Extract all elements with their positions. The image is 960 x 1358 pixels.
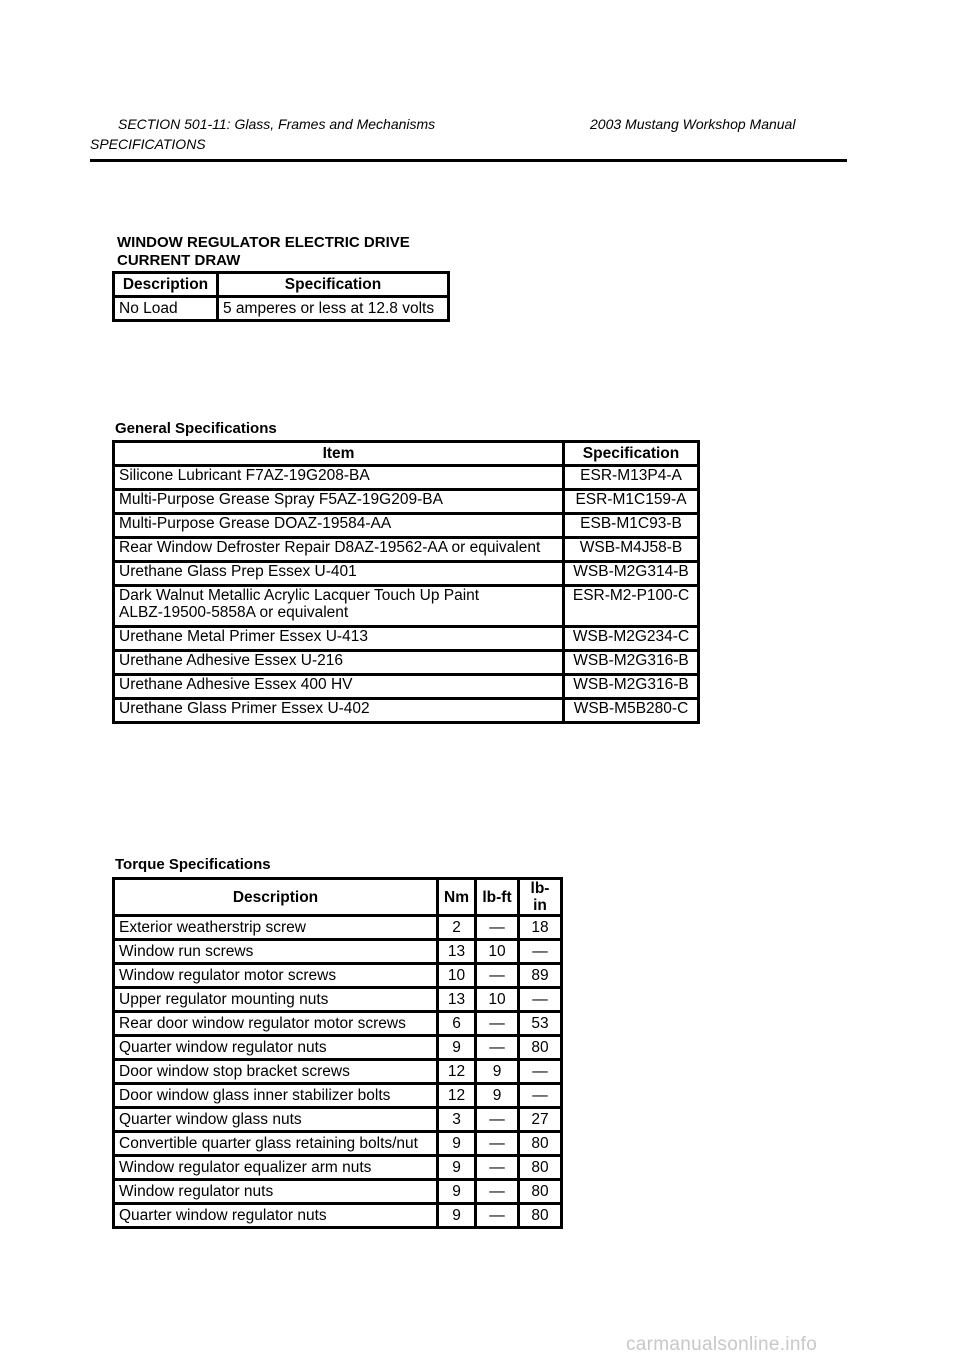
cell-nm: 9 [438,1036,476,1060]
cell-specification: WSB-M4J58-B [564,538,699,562]
cell-item [114,586,564,627]
column-header-lb-in: lb-in [519,879,562,916]
cell-lb-ft: — [476,1204,519,1228]
current-draw-table [112,271,450,322]
cell-item: Urethane Adhesive Essex U-216 [114,651,564,675]
cell-nm: 12 [438,1084,476,1108]
table-row [114,1180,562,1204]
cell-description: Convertible quarter glass retaining bolts/nut [114,1132,438,1156]
general-specifications-title: General Specifications [115,420,277,437]
cell-lb-in: 80 [519,1036,562,1060]
cell-lb-in: 18 [519,916,562,940]
column-header-lb-ft: lb-ft [476,879,519,916]
cell-lb-ft: — [476,1108,519,1132]
column-header-description: Description [114,879,438,916]
cell-specification: WSB-M2G314-B [564,562,699,586]
table-row [114,490,699,514]
current-draw-title [117,234,410,270]
table-row [114,964,562,988]
torque-specifications-title: Torque Specifications [115,856,271,873]
cell-lb-ft: — [476,1036,519,1060]
cell-specification: ESB-M1C93-B [564,514,699,538]
cell-specification: WSB-M2G234-C [564,627,699,651]
cell-description: Quarter window glass nuts [114,1108,438,1132]
cell-nm: 13 [438,988,476,1012]
cell-nm: 2 [438,916,476,940]
cell-lb-in: 27 [519,1108,562,1132]
cell-lb-ft: 10 [476,940,519,964]
cell-lb-in: 53 [519,1012,562,1036]
cell-nm: 10 [438,964,476,988]
table-row [114,514,699,538]
cell-description: Quarter window regulator nuts [114,1036,438,1060]
cell-description: Exterior weatherstrip screw [114,916,438,940]
cell-item-line2: ALBZ-19500-5858A or equivalent [119,604,349,621]
cell-lb-in: 89 [519,964,562,988]
cell-lb-ft: 10 [476,988,519,1012]
cell-lb-ft: — [476,1012,519,1036]
table-header-row [114,273,449,297]
section-header: SECTION 501-11: Glass, Frames and Mechanisms [118,116,436,132]
cell-description: Door window glass inner stabilizer bolts [114,1084,438,1108]
table-row [114,1204,562,1228]
cell-item-line1: Dark Walnut Metallic Acrylic Lacquer Touch Up Paint [119,587,480,604]
table-header-row [114,879,562,916]
cell-nm: 12 [438,1060,476,1084]
column-header-specification: Specification [218,273,449,297]
watermark: carmanualsonline.info [626,1334,818,1355]
cell-description: Door window stop bracket screws [114,1060,438,1084]
cell-specification: WSB-M2G316-B [564,651,699,675]
cell-specification: ESR-M13P4-A [564,466,699,490]
column-header-item: Item [114,442,564,466]
column-header-description: Description [114,273,218,297]
cell-lb-in: 80 [519,1180,562,1204]
table-row [114,586,699,627]
cell-specification: ESR-M2-P100-C [564,586,699,627]
table-row [114,1036,562,1060]
cell-nm: 9 [438,1132,476,1156]
table-row [114,297,449,321]
cell-description: Quarter window regulator nuts [114,1204,438,1228]
cell-specification: WSB-M2G316-B [564,675,699,699]
cell-item: Urethane Adhesive Essex 400 HV [114,675,564,699]
cell-lb-in: — [519,1084,562,1108]
cell-specification: WSB-M5B280-C [564,699,699,723]
cell-item: Rear Window Defroster Repair D8AZ-19562-AA or equivalent [114,538,564,562]
cell-lb-ft: — [476,1156,519,1180]
cell-description: Window run screws [114,940,438,964]
cell-lb-in: 80 [519,1204,562,1228]
table-row [114,1060,562,1084]
cell-lb-ft: — [476,1180,519,1204]
table-row [114,1132,562,1156]
current-draw-title-line1: WINDOW REGULATOR ELECTRIC DRIVE [117,234,410,251]
table-row [114,675,699,699]
cell-description: Window regulator equalizer arm nuts [114,1156,438,1180]
header-divider [90,159,847,162]
table-row [114,1084,562,1108]
cell-nm: 9 [438,1180,476,1204]
cell-nm: 9 [438,1204,476,1228]
current-draw-title-line2: CURRENT DRAW [117,252,241,269]
table-row [114,988,562,1012]
cell-lb-in: 80 [519,1156,562,1180]
cell-description: Rear door window regulator motor screws [114,1012,438,1036]
table-row [114,699,699,723]
cell-item: Silicone Lubricant F7AZ-19G208-BA [114,466,564,490]
cell-description: Window regulator motor screws [114,964,438,988]
table-row [114,538,699,562]
cell-lb-in: — [519,940,562,964]
cell-lb-in: — [519,988,562,1012]
torque-specifications-table [112,877,563,1229]
cell-lb-in: 80 [519,1132,562,1156]
table-row [114,940,562,964]
cell-item: Urethane Metal Primer Essex U-413 [114,627,564,651]
cell-lb-in: — [519,1060,562,1084]
cell-item: Urethane Glass Prep Essex U-401 [114,562,564,586]
cell-lb-ft: — [476,964,519,988]
cell-description: Upper regulator mounting nuts [114,988,438,1012]
table-row [114,1108,562,1132]
page-subtitle: SPECIFICATIONS [90,136,206,152]
column-header-nm: Nm [438,879,476,916]
table-row [114,562,699,586]
cell-nm: 6 [438,1012,476,1036]
table-row [114,651,699,675]
general-specifications-table [112,440,700,724]
table-row [114,1012,562,1036]
manual-title: 2003 Mustang Workshop Manual [590,116,796,132]
table-row [114,627,699,651]
cell-nm: 13 [438,940,476,964]
cell-specification: 5 amperes or less at 12.8 volts [218,297,449,321]
cell-specification: ESR-M1C159-A [564,490,699,514]
cell-description: Window regulator nuts [114,1180,438,1204]
table-header-row [114,442,699,466]
table-row [114,916,562,940]
cell-lb-ft: 9 [476,1060,519,1084]
cell-lb-ft: 9 [476,1084,519,1108]
cell-nm: 3 [438,1108,476,1132]
cell-item: Multi-Purpose Grease DOAZ-19584-AA [114,514,564,538]
table-row [114,466,699,490]
cell-nm: 9 [438,1156,476,1180]
table-row [114,1156,562,1180]
cell-description: No Load [114,297,218,321]
column-header-specification: Specification [564,442,699,466]
cell-item: Urethane Glass Primer Essex U-402 [114,699,564,723]
cell-item: Multi-Purpose Grease Spray F5AZ-19G209-BA [114,490,564,514]
cell-lb-ft: — [476,916,519,940]
cell-lb-ft: — [476,1132,519,1156]
